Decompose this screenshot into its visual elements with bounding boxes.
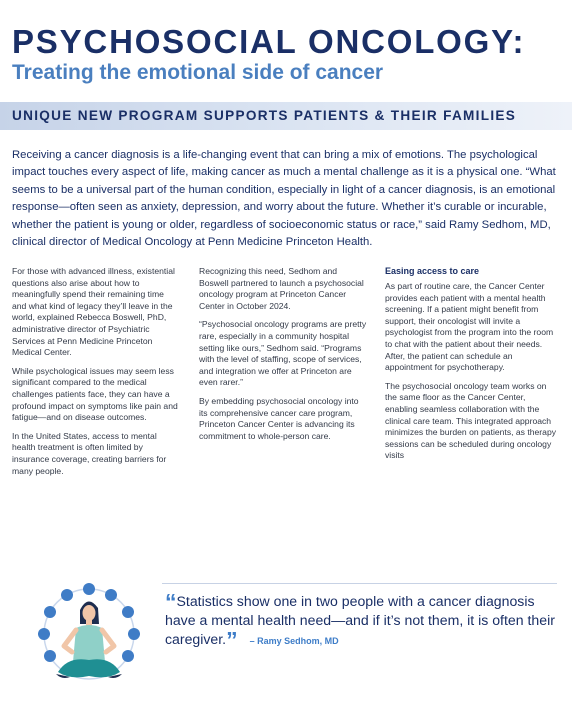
quote-divider [162,583,557,584]
close-quote-mark: ” [226,627,238,654]
column-1-paragraph: In the United States, access to mental health treatment is often limited by insurance coverage, creating barriers for many people. [12,430,167,476]
open-quote-mark: “ [165,589,177,615]
column-3-paragraph: The psychosocial oncology team works on the same floor as the Cancer Center, enabling seamless collaboration with the clinical care team. This integrated approach minimizes the burden on patients, as therapy sessions can be scheduled during oncology visits [385,380,557,461]
section-banner [0,102,572,130]
column-3-paragraph: As part of routine care, the Cancer Center provides each patient with a mental health screening. If a patient might benefit from support, their oncologist will invite a psychologist from the program into the room to chat with the patient about their needs. After, the patient can schedule an appointment for psychotherapy. [385,281,554,373]
pull-quote-section [0,560,572,721]
column-2-paragraph: By embedding psychosocial oncology into its comprehensive cancer care program, Princeton Cancer Center is advancing its commitment to whole-person care. [199,395,359,441]
page-title: PSYCHOSOCIAL ONCOLOGY: [12,23,526,60]
intro-paragraph: Receiving a cancer diagnosis is a life-changing event that can bring a mix of emotions. The psychological impact touches every aspect of life, making cancer as much a mental challenge as it is a physical one. “What seems to be a universal part of the human condition, especially in light of a cancer diagnosis, is an emotional response—often seen as anxiety, depression, and worry about the future. Whether it’s curable or incurable, whether the patient is young or older, regardless of socioeconomic status or race,” said Ramy Sedhom, MD, clinical director of Medical Oncology at Penn Medicine Princeton Health. [12,149,556,249]
column-3 [385,266,557,469]
column-2 [199,266,367,449]
quote-attribution: – Ramy Sedhom, MD [249,636,339,647]
column-3-heading: Easing access to care [385,266,480,276]
pull-quote-text: Statistics show one in two people with a cancer diagnosis have a mental health need—and if it’s not them, it is often their caregiver. [165,593,555,648]
column-2-paragraph: Recognizing this need, Sedhom and Boswell partnered to launch a psychosocial oncology program at Princeton Cancer Center in October 2024. [199,266,364,311]
meditating-person-illustration [28,572,150,698]
section-banner-text: UNIQUE NEW PROGRAM SUPPORTS PATIENTS & THEIR FAMILIES [12,108,517,123]
column-1-paragraph: While psychological issues may seem less significant compared to the medical challenges patients face, they can have a profound impact on symptoms like pain and fatigue—and on disease outcomes. [12,365,178,423]
page-subtitle: Treating the emotional side of cancer [12,61,384,84]
column-1-paragraph: For those with advanced illness, existential questions also arise about how to meaningfully spend their remaining time and what kind of legacy they’ll leave in the world, explained Rebecca Boswell, PhD, administrative director of Psychiatric Services at Penn Medicine Princeton Medical Center. [12,266,175,358]
column-1 [12,266,180,484]
column-2-paragraph: “Psychosocial oncology programs are pretty rare, especially in a community hospital setting like ours,” Sedhom said. “Programs with the level of staffing, scope of services, and integration we offer at Princeton are even rarer.” [199,319,367,388]
pull-quote [165,589,555,654]
